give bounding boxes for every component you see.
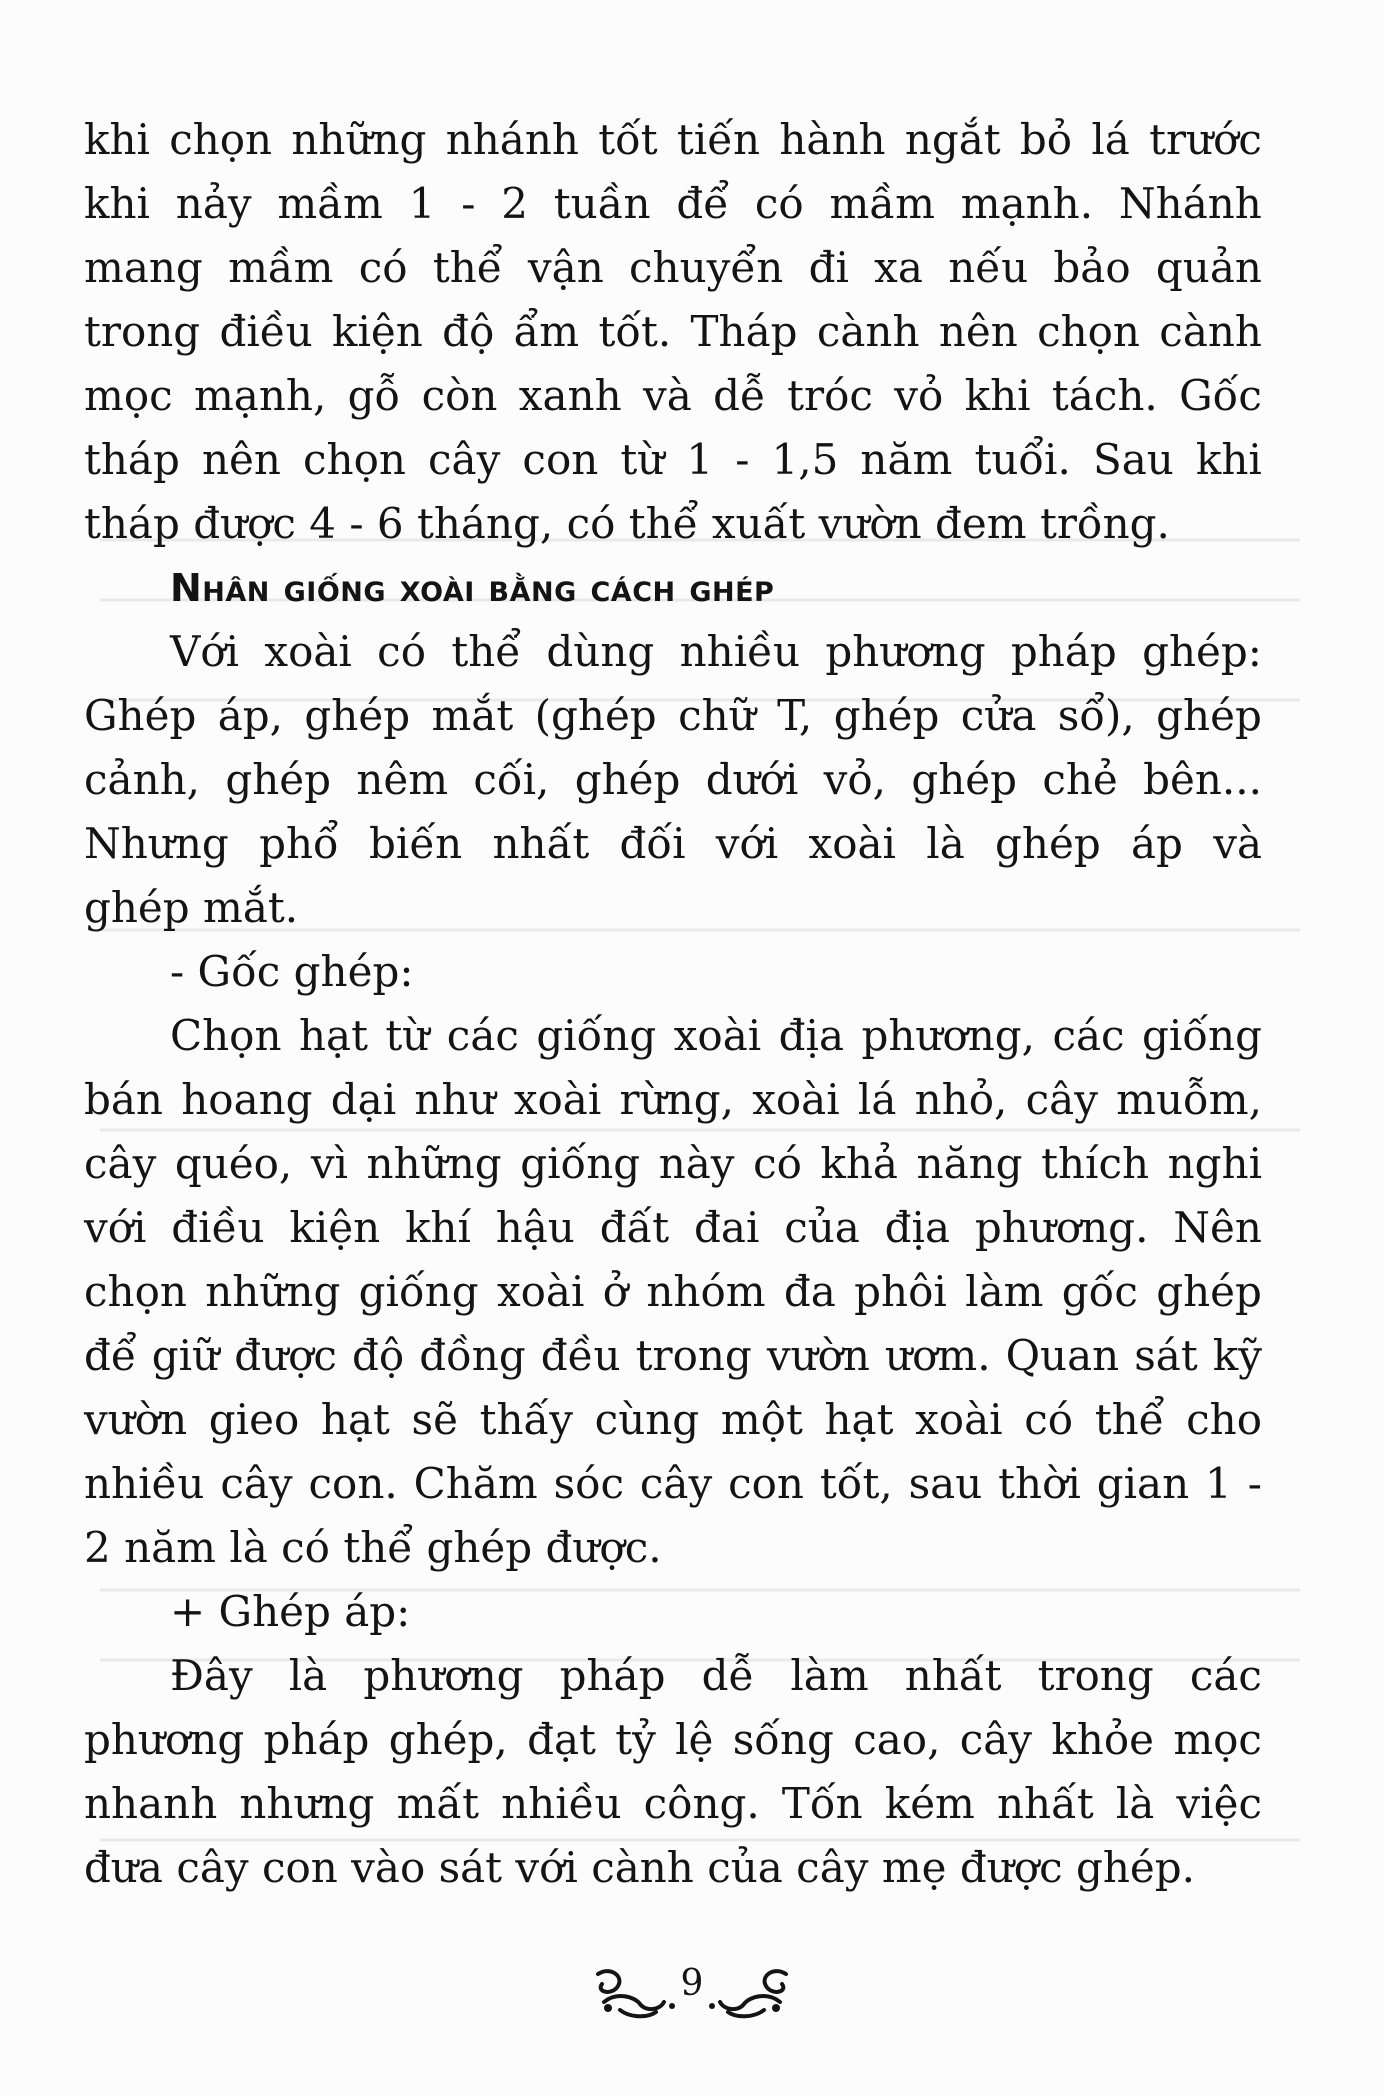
- word: giữ: [151, 1331, 220, 1380]
- word: và: [1213, 819, 1262, 868]
- word: ghép: [911, 755, 1018, 804]
- word: việc: [1176, 1779, 1262, 1828]
- text-line: [84, 108, 1262, 172]
- word: xanh: [518, 371, 622, 420]
- line-text: [84, 1772, 1262, 1836]
- word: ghép,: [388, 1715, 508, 1764]
- line-text: - Gốc ghép:: [170, 947, 414, 996]
- word: nhiều: [501, 1779, 622, 1828]
- word: hạt: [824, 1395, 894, 1444]
- word: cảnh,: [84, 755, 201, 804]
- word: nhiều: [84, 1459, 205, 1508]
- word: kiện: [289, 1203, 381, 1252]
- word: pháp: [263, 1715, 370, 1764]
- word: gỗ: [347, 371, 401, 420]
- word: phương,: [861, 1011, 1036, 1060]
- word: nhóm: [646, 1267, 766, 1316]
- word: tỷ: [615, 1715, 656, 1764]
- word: những: [366, 1139, 502, 1188]
- word: từ: [620, 435, 665, 484]
- word: chẻ: [1042, 755, 1118, 804]
- word: ghép: [304, 691, 411, 740]
- word: biến: [369, 819, 463, 868]
- word: tuần: [553, 179, 651, 228]
- word: tốt: [598, 115, 658, 164]
- word: phổ: [259, 819, 339, 868]
- word: nêm: [356, 755, 449, 804]
- line-text: [84, 172, 1262, 236]
- word: ẩm: [513, 307, 580, 356]
- word: như: [414, 1075, 496, 1124]
- word: muỗm,: [1116, 1075, 1262, 1124]
- word: -: [461, 179, 476, 228]
- text-line: [84, 684, 1262, 748]
- line-text: [84, 1388, 1262, 1452]
- word: chọn: [1037, 307, 1140, 356]
- word: chữ: [678, 691, 756, 740]
- word: năng: [916, 1139, 1023, 1188]
- word: làm: [790, 1651, 869, 1700]
- word: vỏ: [894, 371, 944, 420]
- word: trước: [1149, 115, 1262, 164]
- line-text: [170, 1004, 1262, 1068]
- line-text: [84, 236, 1262, 300]
- word: thích: [1041, 1139, 1150, 1188]
- text-line: [84, 812, 1262, 876]
- text-line: [84, 364, 1262, 428]
- word: xoài: [673, 1011, 762, 1060]
- line-text: [84, 300, 1262, 364]
- word: mọc: [1173, 1715, 1262, 1764]
- word: hạt: [320, 1395, 390, 1444]
- line-text: [84, 1132, 1262, 1196]
- word: thấy: [479, 1395, 574, 1444]
- text-line: [84, 620, 1262, 684]
- text-line: [84, 1516, 1262, 1580]
- word: pháp: [559, 1651, 666, 1700]
- word: quản: [1155, 243, 1262, 292]
- line-text: [170, 620, 1262, 684]
- word: khi: [84, 115, 150, 164]
- word: xoài: [915, 1395, 1003, 1444]
- word: khả: [820, 1139, 898, 1188]
- word: để: [676, 179, 730, 228]
- word: từ: [385, 1011, 430, 1060]
- word: các: [1052, 1011, 1125, 1060]
- word: vườn: [766, 1331, 870, 1380]
- line-text: [84, 812, 1262, 876]
- line-text: [84, 1452, 1262, 1516]
- word: ghép: [995, 819, 1101, 868]
- text-line: [84, 1324, 1262, 1388]
- word: giống: [536, 1011, 657, 1060]
- word: (ghép: [534, 691, 657, 740]
- word: mầm: [829, 179, 935, 228]
- word: được: [234, 1331, 337, 1380]
- word: ghép: [1156, 691, 1262, 740]
- text-line: [84, 1132, 1262, 1196]
- word: cho: [1186, 1395, 1262, 1444]
- word: con: [728, 1459, 804, 1508]
- word: đa: [783, 1267, 836, 1316]
- word: mầm: [228, 243, 334, 292]
- word: khỏe: [1051, 1715, 1154, 1764]
- word: nên: [201, 435, 281, 484]
- word: phương: [363, 1651, 524, 1700]
- line-text: [84, 748, 1262, 812]
- word: độ: [442, 307, 495, 356]
- word: một: [720, 1395, 803, 1444]
- word: kém: [884, 1779, 975, 1828]
- line-text: tháp được 4 - 6 tháng, có thể xuất vườn đem trồng.: [84, 499, 1170, 548]
- word: ươm.: [885, 1331, 991, 1380]
- word: cây: [959, 1715, 1033, 1764]
- word: là: [1115, 1779, 1155, 1828]
- text-line: [84, 1068, 1262, 1132]
- page-footer: [590, 1962, 794, 2022]
- word: có: [754, 179, 804, 228]
- word: là: [288, 1651, 328, 1700]
- word: đồng: [419, 1331, 526, 1380]
- line-text: [84, 428, 1262, 492]
- text-line: [84, 428, 1262, 492]
- word: mạnh.: [960, 179, 1094, 228]
- word: dùng: [546, 627, 655, 676]
- word: thể: [432, 243, 503, 292]
- word: Chọn: [170, 1011, 282, 1060]
- word: nhánh: [445, 115, 579, 164]
- word: đai: [694, 1203, 760, 1252]
- word: Đây: [170, 1651, 253, 1700]
- word: 2: [501, 179, 528, 228]
- word: 1,5: [771, 435, 839, 484]
- word: quéo,: [174, 1139, 293, 1188]
- word: xoài: [264, 627, 352, 676]
- word: phương: [84, 1715, 245, 1764]
- text-line: [84, 1708, 1262, 1772]
- word: cửa: [960, 691, 1037, 740]
- word: T,: [777, 691, 813, 740]
- word: khi: [84, 179, 150, 228]
- text-line: [84, 492, 1262, 556]
- word: Nên: [1173, 1203, 1262, 1252]
- word: có: [377, 627, 426, 676]
- word: phương.: [974, 1203, 1149, 1252]
- word: khi: [964, 371, 1031, 420]
- word: những: [205, 1267, 341, 1316]
- word: xa: [874, 243, 923, 292]
- word: nhanh: [84, 1779, 218, 1828]
- word: nhỏ,: [914, 1075, 1008, 1124]
- word: áp,: [217, 691, 284, 740]
- word: sau: [908, 1459, 983, 1508]
- word: sống: [732, 1715, 834, 1764]
- word: ghép: [833, 691, 940, 740]
- word: nên: [938, 307, 1018, 356]
- text-line: [84, 748, 1262, 812]
- word: giống: [1142, 1011, 1262, 1060]
- word: hoang: [181, 1075, 313, 1124]
- word: vận: [527, 243, 604, 292]
- word: để: [84, 1331, 137, 1380]
- text-line: [84, 876, 1262, 940]
- word: trong: [635, 1331, 752, 1380]
- word: Chăm: [413, 1459, 538, 1508]
- word: xoài: [808, 819, 896, 868]
- word: ghép:: [1142, 627, 1262, 676]
- word: nhất: [492, 819, 590, 868]
- word: cây: [428, 435, 501, 484]
- word: có: [1024, 1395, 1074, 1444]
- word: cây: [220, 1459, 293, 1508]
- word: cây: [639, 1459, 713, 1508]
- text-line: [84, 1388, 1262, 1452]
- word: con: [522, 435, 599, 484]
- word: công.: [643, 1779, 760, 1828]
- text-line: [84, 1196, 1262, 1260]
- word: đi: [808, 243, 849, 292]
- line-text: + Ghép áp:: [170, 1587, 411, 1636]
- word: -: [1247, 1459, 1262, 1508]
- word: tháp: [84, 435, 180, 484]
- word: sổ),: [1057, 691, 1135, 740]
- line-text: [84, 1708, 1262, 1772]
- word: bảo: [1053, 243, 1131, 292]
- word: cùng: [594, 1395, 700, 1444]
- text-line: [84, 300, 1262, 364]
- line-text: [84, 1068, 1262, 1132]
- word: mất: [396, 1779, 480, 1828]
- text-line: [84, 1004, 1262, 1068]
- section-heading: Nhân giống xoài bằng cách ghép: [170, 566, 775, 610]
- word: tốt,: [819, 1459, 893, 1508]
- word: địa: [778, 1011, 845, 1060]
- word: lá: [1091, 115, 1130, 164]
- word: điều: [171, 1203, 265, 1252]
- word: Sau: [1092, 435, 1174, 484]
- word: hành: [779, 115, 886, 164]
- word: chuyển: [629, 243, 784, 292]
- text-line: [84, 1772, 1262, 1836]
- word: 1: [408, 179, 436, 228]
- word: tróc: [787, 371, 873, 420]
- word: Nhánh: [1118, 179, 1262, 228]
- line-text: [84, 684, 1262, 748]
- word: áp: [1131, 819, 1183, 868]
- word: ở: [602, 1267, 629, 1316]
- text-line: [84, 172, 1262, 236]
- word: pháp: [1010, 627, 1117, 676]
- word: xoài: [513, 1075, 602, 1124]
- word: tuổi.: [974, 435, 1071, 484]
- word: những: [291, 115, 427, 164]
- text-line: [84, 1836, 1262, 1900]
- word: -: [735, 435, 750, 484]
- word: sóc: [553, 1459, 624, 1508]
- word: cây: [84, 1139, 157, 1188]
- word: Tháp: [690, 307, 798, 356]
- word: ngắt: [904, 115, 1001, 164]
- word: bên...: [1143, 755, 1262, 804]
- word: làm: [965, 1267, 1044, 1316]
- word: ghép: [225, 755, 332, 804]
- page-number: 9: [680, 1963, 704, 2004]
- word: còn: [421, 371, 498, 420]
- word: dại: [330, 1075, 397, 1124]
- word: nhiều: [679, 627, 801, 676]
- word: là: [926, 819, 965, 868]
- word: ghép: [574, 755, 681, 804]
- word: trong: [84, 307, 201, 356]
- word: ghép: [1156, 1267, 1262, 1316]
- word: mạnh,: [193, 371, 327, 420]
- word: gốc: [1061, 1267, 1138, 1316]
- word: nảy: [175, 179, 252, 228]
- word: có: [358, 243, 408, 292]
- word: dễ: [701, 1651, 755, 1700]
- word: thời: [998, 1459, 1081, 1508]
- word: với: [715, 819, 779, 868]
- body-text: [84, 108, 1262, 1900]
- word: xoài: [496, 1267, 585, 1316]
- word: vườn: [84, 1395, 188, 1444]
- word: hậu: [495, 1203, 575, 1252]
- word: kỹ: [1212, 1331, 1262, 1380]
- word: tách.: [1051, 371, 1158, 420]
- word: tiến: [676, 115, 761, 164]
- line-text: [84, 108, 1262, 172]
- word: nghi: [1167, 1139, 1262, 1188]
- word: mang: [84, 243, 203, 292]
- line-text: [84, 364, 1262, 428]
- word: Nhưng: [84, 819, 229, 868]
- word: này: [658, 1139, 735, 1188]
- word: hạt: [298, 1011, 368, 1060]
- subheading-line: [84, 940, 1262, 1004]
- word: vỏ,: [823, 755, 887, 804]
- line-text: [170, 1644, 1262, 1708]
- word: cành: [1159, 307, 1262, 356]
- word: thể: [1094, 1395, 1165, 1444]
- word: xoài: [752, 1075, 840, 1124]
- word: đối: [619, 819, 686, 868]
- word: nhất: [904, 1651, 1002, 1700]
- word: dưới: [705, 755, 799, 804]
- word: bỏ: [1019, 115, 1073, 164]
- word: năm: [860, 435, 953, 484]
- word: bán: [84, 1075, 163, 1124]
- text-line: [84, 1260, 1262, 1324]
- word: đều: [540, 1331, 621, 1380]
- word: Tốn: [781, 1779, 863, 1828]
- subheading-line: [84, 1580, 1262, 1644]
- word: cành: [816, 307, 920, 356]
- word: Với: [170, 627, 240, 676]
- word: 1: [686, 435, 714, 484]
- line-text: 2 năm là có thể ghép được.: [84, 1523, 662, 1572]
- word: lá: [857, 1075, 897, 1124]
- text-line: [84, 236, 1262, 300]
- word: đạt: [527, 1715, 596, 1764]
- word: kiện: [332, 307, 423, 356]
- word: rừng,: [619, 1075, 734, 1124]
- word: sẽ: [411, 1395, 458, 1444]
- word: phôi: [854, 1267, 947, 1316]
- word: dễ: [713, 371, 766, 420]
- word: với: [84, 1203, 147, 1252]
- word: gian: [1096, 1459, 1190, 1508]
- word: Ghép: [84, 691, 197, 740]
- word: nhưng: [239, 1779, 375, 1828]
- word: vì: [310, 1139, 348, 1188]
- word: giống: [520, 1139, 641, 1188]
- word: của: [784, 1203, 860, 1252]
- word: các: [1189, 1651, 1262, 1700]
- word: khí: [404, 1203, 471, 1252]
- word: giống: [358, 1267, 479, 1316]
- line-text: [84, 1260, 1262, 1324]
- text-line: [84, 1452, 1262, 1516]
- word: điều: [219, 307, 313, 356]
- word: con.: [308, 1459, 398, 1508]
- word: gieo: [208, 1395, 300, 1444]
- word: chọn: [303, 435, 406, 484]
- word: thể: [451, 627, 522, 676]
- word: chọn: [84, 1267, 187, 1316]
- word: lệ: [675, 1715, 714, 1764]
- word: chọn: [169, 115, 273, 164]
- word: cối,: [473, 755, 550, 804]
- line-text: đưa cây con vào sát với cành của cây mẹ được ghép.: [84, 1843, 1195, 1892]
- word: đất: [599, 1203, 670, 1252]
- word: và: [642, 371, 692, 420]
- text-line: [84, 1644, 1262, 1708]
- word: sát: [1134, 1331, 1198, 1380]
- word: mọc: [84, 371, 173, 420]
- word: địa: [884, 1203, 951, 1252]
- word: phương: [825, 627, 986, 676]
- line-text: [84, 1324, 1262, 1388]
- word: Gốc: [1179, 371, 1262, 420]
- word: trong: [1037, 1651, 1154, 1700]
- word: mầm: [277, 179, 383, 228]
- word: tốt.: [598, 307, 672, 356]
- word: các: [446, 1011, 519, 1060]
- word: khi: [1195, 435, 1262, 484]
- word: 1: [1205, 1459, 1232, 1508]
- word: cây: [1025, 1075, 1098, 1124]
- word: cao,: [853, 1715, 941, 1764]
- word: có: [753, 1139, 802, 1188]
- word: mắt: [431, 691, 514, 740]
- word: độ: [352, 1331, 405, 1380]
- line-text: [84, 1196, 1262, 1260]
- word: Quan: [1005, 1331, 1120, 1380]
- word: nếu: [948, 243, 1029, 292]
- line-text: ghép mắt.: [84, 883, 299, 932]
- word: nhất: [997, 1779, 1094, 1828]
